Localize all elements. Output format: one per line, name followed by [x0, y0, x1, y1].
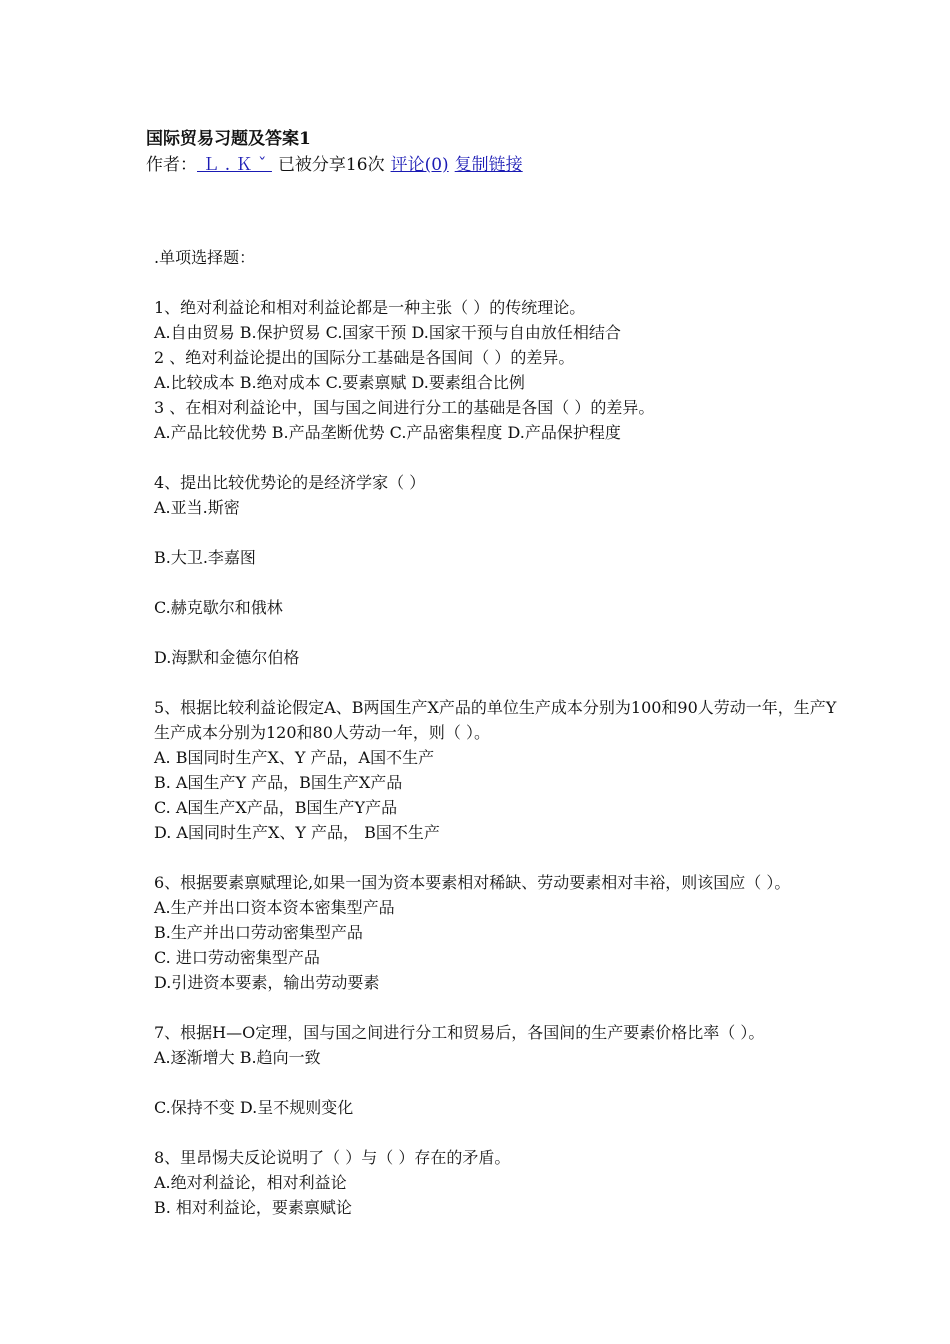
- content-line: B.大卫.李嘉图: [154, 548, 256, 567]
- blank-line: [154, 1120, 950, 1145]
- comment-link[interactable]: 评论(0): [390, 155, 449, 175]
- blank-line: [154, 845, 950, 870]
- blank-line: [154, 1070, 950, 1095]
- blank-line: [154, 445, 950, 470]
- content-line: 生产成本分别为120和80人劳动一年，则（ ）。: [154, 723, 490, 742]
- content-line: 8、里昂惕夫反论说明了（ ）与（ ）存在的矛盾。: [154, 1148, 511, 1167]
- content-line: A.自由贸易 B.保护贸易 C.国家干预 D.国家干预与自由放任相结合: [154, 323, 621, 342]
- content-line: C. A国生产X产品，B国生产Y产品: [154, 798, 398, 817]
- content-line: A.逐渐增大 B.趋向一致: [154, 1048, 321, 1067]
- content-line: B.生产并出口劳动密集型产品: [154, 923, 363, 942]
- blank-line: [154, 620, 950, 645]
- question-content: [154, 245, 950, 1220]
- content-line: 4、提出比较优势论的是经济学家（ ）: [154, 473, 426, 492]
- content-line: A.比较成本 B.绝对成本 C.要素禀赋 D.要素组合比例: [154, 373, 525, 392]
- content-line: 6、根据要素禀赋理论,如果一国为资本要素相对稀缺、劳动要素相对丰裕，则该国应（ ）。: [154, 873, 791, 892]
- author-link[interactable]: Ｌ . Ｋ ˇ: [197, 155, 272, 175]
- blank-line: [154, 270, 950, 295]
- content-line: 5、根据比较利益论假定A、B两国生产X产品的单位生产成本分别为100和90人劳动一年，生产Y: [154, 698, 837, 717]
- author-meta: [146, 150, 523, 175]
- content-line: C. 进口劳动密集型产品: [154, 948, 320, 967]
- blank-line: [154, 570, 950, 595]
- blank-line: [154, 520, 950, 545]
- copy-link[interactable]: 复制链接: [454, 155, 523, 175]
- content-line: .单项选择题：: [154, 248, 256, 267]
- page-title: 国际贸易习题及答案1: [146, 129, 311, 149]
- author-prefix: 作者：: [146, 155, 197, 175]
- content-line: A.生产并出口资本资本密集型产品: [154, 898, 395, 917]
- blank-line: [154, 670, 950, 695]
- content-line: A.绝对利益论，相对利益论: [154, 1173, 347, 1192]
- blank-line: [154, 995, 950, 1020]
- content-line: 2 、绝对利益论提出的国际分工基础是各国间（ ）的差异。: [154, 348, 575, 367]
- content-line: B. A国生产Y 产品，B国生产X产品: [154, 773, 403, 792]
- content-line: A.亚当.斯密: [154, 498, 240, 517]
- content-line: D.引进资本要素，输出劳动要素: [154, 973, 380, 992]
- content-line: C.赫克歇尔和俄林: [154, 598, 283, 617]
- content-line: C.保持不变 D.呈不规则变化: [154, 1098, 354, 1117]
- content-line: 7、根据H—O定理，国与国之间进行分工和贸易后，各国间的生产要素价格比率（ ）。: [154, 1023, 765, 1042]
- content-line: 3 、在相对利益论中，国与国之间进行分工的基础是各国（ ）的差异。: [154, 398, 655, 417]
- content-line: D.海默和金德尔伯格: [154, 648, 300, 667]
- content-line: A.产品比较优势 B.产品垄断优势 C.产品密集程度 D.产品保护程度: [154, 423, 621, 442]
- content-line: D. A国同时生产X、Y 产品， B国不生产: [154, 823, 440, 842]
- share-count: 已被分享16次: [277, 155, 385, 175]
- content-line: 1、绝对利益论和相对利益论都是一种主张（ ）的传统理论。: [154, 298, 586, 317]
- content-line: B. 相对利益论，要素禀赋论: [154, 1198, 352, 1217]
- content-line: A. B国同时生产X、Y 产品，A国不生产: [154, 748, 435, 767]
